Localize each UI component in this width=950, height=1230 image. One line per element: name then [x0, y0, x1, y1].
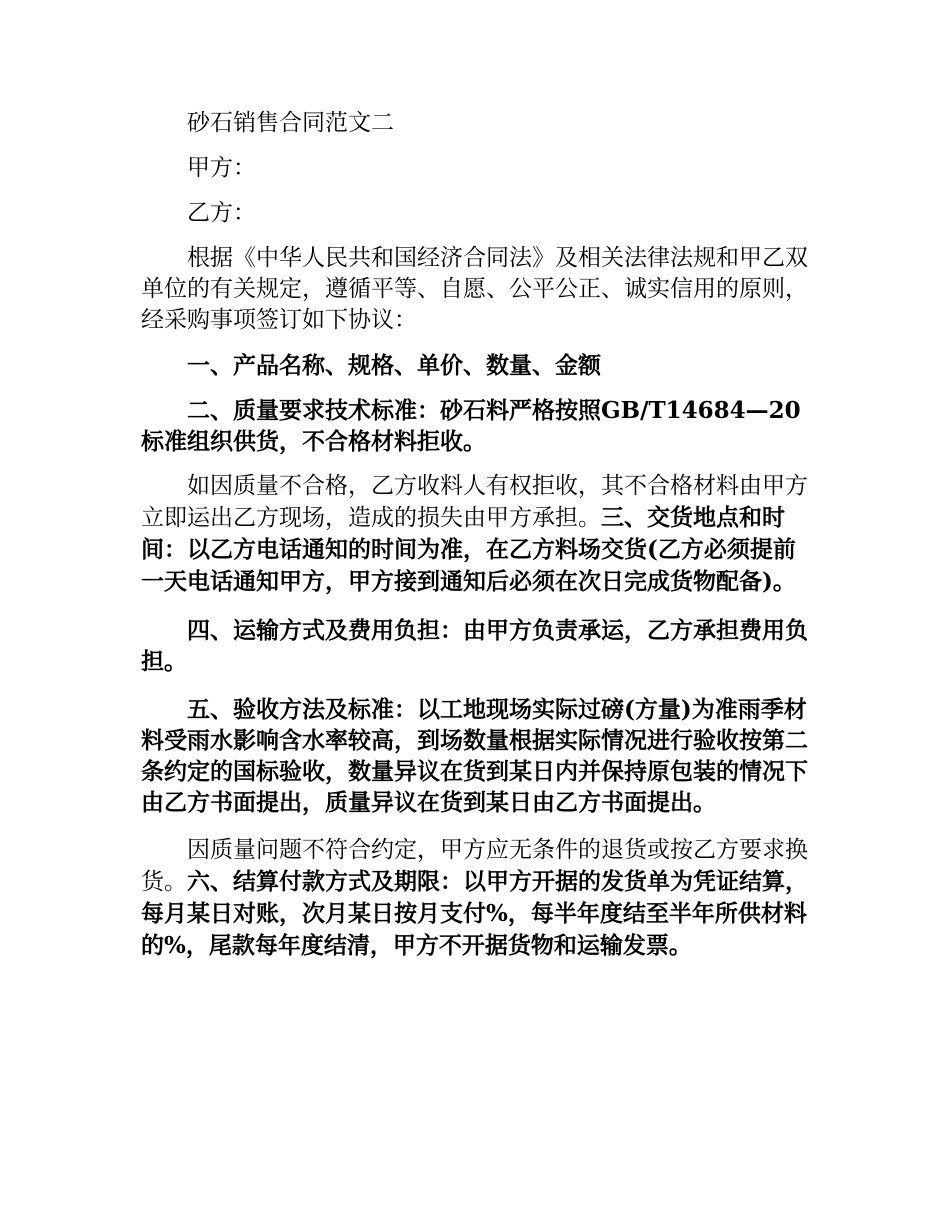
section-2-paragraph: 二、质量要求技术标准：砂石料严格按照GB/T14684—20标准组织供货，不合格材料拒收。 [141, 397, 801, 455]
section-1-heading: 一、产品名称、规格、单价、数量、金额 [187, 352, 601, 379]
section-5-paragraph: 五、验收方法及标准：以工地现场实际过磅(方量)为准雨季材料受雨水影响含水率较高，到场数量根据实际情况进行验收按第二条约定的国标验收，数量异议在货到某日内并保持原包装的情况下由乙方书面提出，质量异议在货到某日由乙方书面提出。 [141, 696, 808, 816]
section-3-text: 三、交货地点和时间：以乙方电话通知的时间为准，在乙方料场交货(乙方必须提前一天电话通知甲方，甲方接到通知后必须在次日完成货物配备)。 [141, 504, 796, 595]
party-a-label: 甲方： [187, 155, 256, 181]
return-text: 因质量问题不符合约定，甲方应无条件的退货或按乙方要求换货。 [141, 837, 808, 895]
intro-paragraph: 根据《中华人民共和国经济合同法》及相关法律法规和甲乙双单位的有关规定，遵循平等、自愿、公平公正、诚实信用的原则，经采购事项签订如下协议： [141, 245, 808, 333]
document-title: 砂石销售合同范文二 [187, 110, 394, 136]
return-paragraph [141, 835, 811, 962]
document-page [141, 108, 811, 976]
quality-paragraph [141, 471, 811, 598]
quality-text: 如因质量不合格，乙方收料人有权拒收，其不合格材料由甲方立即运出乙方现场，造成的损失由甲方承担。 [141, 473, 808, 531]
section-4-paragraph: 四、运输方式及费用负担：由甲方负责承运，乙方承担费用负担。 [141, 617, 808, 675]
section-6-text: 六、结算付款方式及期限：以甲方开据的发货单为凭证结算，每月某日对账，次月某日按月支付%，每半年度结至半年所供材料的%，尾款每年度结清，甲方不开据货物和运输发票。 [141, 868, 808, 959]
party-b-label: 乙方： [187, 200, 256, 226]
